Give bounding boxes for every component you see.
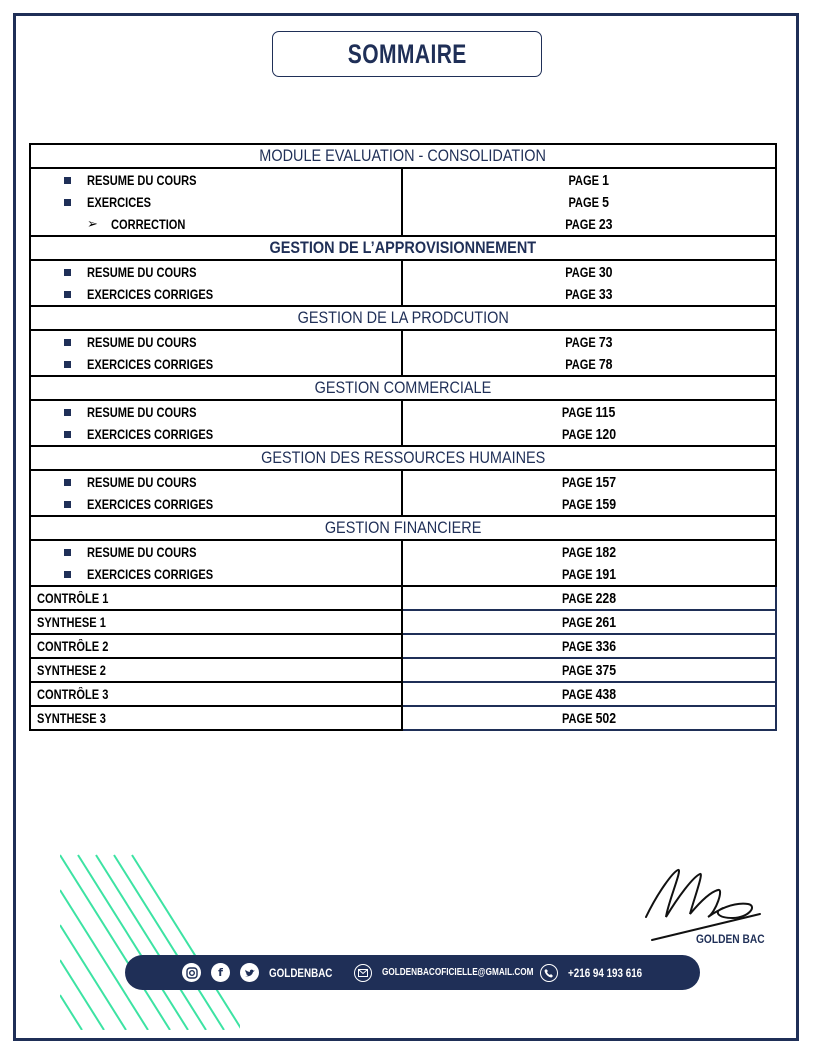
toc-single-row[interactable]	[30, 586, 776, 610]
square-bullet-icon	[64, 361, 71, 368]
page-ref-text	[562, 426, 616, 443]
section-heading: GESTION FINANCIERE	[324, 518, 482, 537]
section-items-cell	[30, 330, 402, 376]
page-ref-text	[569, 194, 609, 211]
toc-page-ref[interactable]	[403, 563, 775, 585]
section-items-cell	[30, 540, 402, 586]
toc-page-ref[interactable]	[403, 541, 775, 563]
section-header-row	[30, 144, 776, 168]
toc-entry[interactable]	[31, 563, 401, 585]
toc-single-row[interactable]	[30, 682, 776, 706]
toc-entry-label: RESUME DU COURS	[87, 172, 197, 188]
toc-entry[interactable]	[31, 169, 401, 191]
toc-page-ref[interactable]	[403, 283, 775, 305]
page-title: SOMMAIRE	[347, 38, 467, 69]
page-ref-text	[562, 710, 616, 727]
toc-entry[interactable]	[31, 493, 401, 515]
section-header-cell	[30, 376, 776, 400]
toc-page-ref[interactable]	[403, 659, 775, 681]
toc-entry-label: RESUME DU COURS	[87, 404, 197, 420]
toc-single-label: SYNTHESE 3	[37, 710, 106, 726]
social-handle[interactable]: GOLDENBAC	[269, 965, 333, 980]
section-body-row	[30, 540, 776, 586]
page-prefix: PAGE	[565, 334, 596, 350]
toc-entry-label: EXERCICES CORRIGES	[87, 566, 214, 582]
toc-entry-label: EXERCICES CORRIGES	[87, 356, 214, 372]
toc-single-label: CONTRÔLE 3	[37, 686, 109, 702]
toc-page-ref[interactable]	[403, 261, 775, 283]
toc-entry[interactable]	[31, 191, 401, 213]
page-prefix: PAGE	[561, 590, 593, 606]
page-ref-text	[565, 334, 612, 351]
toc-single-row[interactable]	[30, 706, 776, 730]
toc-single-label-cell	[30, 658, 402, 682]
page-ref-text	[562, 566, 616, 583]
section-heading: GESTION COMMERCIALE	[314, 378, 492, 397]
toc-entry-label: EXERCICES	[87, 194, 151, 210]
section-header-row	[30, 306, 776, 330]
section-body-row	[30, 470, 776, 516]
page-prefix: PAGE	[561, 710, 593, 726]
toc-page-ref[interactable]	[403, 213, 775, 235]
section-pages-cell	[402, 540, 776, 586]
square-bullet-icon	[64, 291, 71, 298]
section-body-row	[30, 400, 776, 446]
section-pages-cell	[402, 400, 776, 446]
square-bullet-icon	[64, 269, 71, 276]
toc-single-row[interactable]	[30, 610, 776, 634]
page-ref-text	[562, 544, 616, 561]
toc-entry-label: RESUME DU COURS	[87, 474, 197, 490]
page-prefix: PAGE	[561, 474, 593, 490]
stripe	[60, 995, 82, 1030]
section-header-row	[30, 236, 776, 260]
square-bullet-icon	[64, 571, 71, 578]
title-box	[272, 31, 542, 77]
email-link[interactable]: GOLDENBACOFICIELLE@GMAIL.COM	[382, 967, 534, 978]
toc-page-ref[interactable]	[403, 401, 775, 423]
page-number: 23	[598, 215, 613, 233]
toc-entry[interactable]	[31, 401, 401, 423]
page-number: 115	[595, 403, 616, 421]
twitter-icon[interactable]	[240, 963, 259, 982]
page-ref-text	[565, 356, 612, 373]
section-items-cell	[30, 470, 402, 516]
square-bullet-icon	[64, 479, 71, 486]
toc-single-page-cell	[402, 658, 776, 682]
square-bullet-icon	[64, 199, 71, 206]
page-prefix: PAGE	[561, 426, 593, 442]
page-prefix: PAGE	[568, 194, 600, 210]
toc-single-label-cell	[30, 682, 402, 706]
page-prefix: PAGE	[562, 404, 593, 420]
mail-icon	[354, 964, 372, 982]
toc-entry[interactable]	[31, 213, 401, 235]
decorative-stripes	[60, 850, 240, 1030]
toc-page-ref[interactable]	[403, 169, 775, 191]
toc-single-row[interactable]	[30, 634, 776, 658]
toc-single-page-cell	[402, 682, 776, 706]
toc-page-ref[interactable]	[403, 707, 775, 729]
stripe	[78, 855, 188, 1030]
toc-single-label: SYNTHESE 1	[37, 614, 106, 630]
toc-page-ref[interactable]	[403, 471, 775, 493]
page-ref-text	[562, 474, 616, 491]
signature-label: GOLDEN BAC	[696, 932, 765, 946]
page-prefix: PAGE	[561, 662, 593, 678]
page-prefix: PAGE	[565, 216, 596, 232]
page-ref-text	[565, 264, 612, 281]
toc-entry[interactable]	[31, 471, 401, 493]
toc-page-ref[interactable]	[403, 493, 775, 515]
section-header-cell	[30, 446, 776, 470]
toc-page-ref[interactable]	[403, 423, 775, 445]
toc-entry-label: RESUME DU COURS	[87, 264, 197, 280]
toc-entry-label: EXERCICES CORRIGES	[87, 426, 214, 442]
toc-entry[interactable]	[31, 331, 401, 353]
toc-single-row[interactable]	[30, 658, 776, 682]
page-ref-text	[569, 172, 609, 189]
toc-single-label: CONTRÔLE 1	[37, 590, 109, 606]
page-ref-text	[562, 590, 616, 607]
page-ref-text	[562, 496, 616, 513]
toc-entry-label: CORRECTION	[111, 216, 186, 232]
page-prefix: PAGE	[561, 686, 593, 702]
toc-single-label-cell	[30, 610, 402, 634]
toc-entry[interactable]	[31, 283, 401, 305]
toc-page-ref[interactable]	[403, 587, 775, 609]
stripe	[60, 855, 170, 1030]
page-prefix: PAGE	[561, 638, 593, 654]
section-header-row	[30, 376, 776, 400]
toc-single-label-cell	[30, 706, 402, 730]
page-ref-text	[562, 404, 615, 421]
toc-entry[interactable]	[31, 261, 401, 283]
page-number: 78	[598, 355, 613, 373]
toc-entry-label: RESUME DU COURS	[87, 544, 197, 560]
page-number: 375	[595, 661, 617, 679]
section-pages-cell	[402, 330, 776, 376]
instagram-icon[interactable]	[182, 963, 201, 982]
page-number: 5	[602, 193, 610, 211]
toc-entry-label: EXERCICES CORRIGES	[87, 286, 214, 302]
page-prefix: PAGE	[565, 356, 596, 372]
section-heading: MODULE EVALUATION - CONSOLIDATION	[259, 146, 547, 165]
toc-page-ref[interactable]	[403, 635, 775, 657]
page-ref-text	[562, 638, 616, 655]
page-prefix: PAGE	[565, 286, 596, 302]
square-bullet-icon	[64, 501, 71, 508]
page-number: 502	[595, 709, 617, 727]
square-bullet-icon	[64, 177, 71, 184]
table-of-contents	[29, 143, 777, 731]
page-number: 182	[595, 543, 617, 561]
toc-single-page-cell	[402, 634, 776, 658]
page-prefix: PAGE	[565, 264, 596, 280]
page-number: 336	[595, 637, 617, 655]
toc-page-ref[interactable]	[403, 611, 775, 633]
toc-entry[interactable]	[31, 353, 401, 375]
square-bullet-icon	[64, 431, 71, 438]
section-items-cell	[30, 260, 402, 306]
toc-single-page-cell	[402, 706, 776, 730]
page-prefix: PAGE	[561, 614, 593, 630]
page-ref-text	[565, 286, 612, 303]
section-items-cell	[30, 400, 402, 446]
toc-page-ref[interactable]	[403, 331, 775, 353]
page-number: 120	[595, 425, 617, 443]
phone-number[interactable]: +216 94 193 616	[568, 965, 643, 980]
phone-icon	[540, 964, 558, 982]
square-bullet-icon	[64, 549, 71, 556]
page-prefix: PAGE	[568, 172, 600, 188]
page-number: 30	[598, 263, 613, 281]
toc-entry-label: EXERCICES CORRIGES	[87, 496, 214, 512]
facebook-icon[interactable]: f	[211, 963, 230, 982]
toc-entry[interactable]	[31, 423, 401, 445]
toc-entry-label: RESUME DU COURS	[87, 334, 197, 350]
toc-page-ref[interactable]	[403, 353, 775, 375]
page-number: 73	[598, 333, 613, 351]
page-number: 1	[602, 171, 610, 189]
page-number: 438	[595, 685, 617, 703]
section-pages-cell	[402, 470, 776, 516]
section-items-cell	[30, 168, 402, 236]
toc-single-page-cell	[402, 610, 776, 634]
page-number: 261	[595, 613, 617, 631]
toc-entry[interactable]	[31, 541, 401, 563]
toc-single-label-cell	[30, 586, 402, 610]
square-bullet-icon	[64, 409, 71, 416]
toc-single-page-cell	[402, 586, 776, 610]
section-header-cell	[30, 306, 776, 330]
section-heading: GESTION DE L’APPROVISIONNEMENT	[269, 238, 537, 257]
section-header-cell	[30, 516, 776, 540]
page-ref-text	[562, 686, 616, 703]
section-body-row	[30, 260, 776, 306]
footer-contact-bar	[125, 955, 700, 990]
toc-single-label-cell	[30, 634, 402, 658]
section-header-cell	[30, 236, 776, 260]
page-ref-text	[562, 614, 616, 631]
page-number: 228	[595, 589, 617, 607]
page-number: 33	[598, 285, 613, 303]
toc-page-ref[interactable]	[403, 683, 775, 705]
toc-page-ref[interactable]	[403, 191, 775, 213]
toc-single-label: CONTRÔLE 2	[37, 638, 109, 654]
square-bullet-icon	[64, 339, 71, 346]
section-pages-cell	[402, 168, 776, 236]
stripe	[96, 855, 206, 1030]
arrow-bullet-icon: ➢	[87, 216, 98, 231]
section-header-row	[30, 446, 776, 470]
page-prefix: PAGE	[561, 496, 593, 512]
stripe	[60, 960, 104, 1030]
page-ref-text	[562, 662, 616, 679]
toc-single-label: SYNTHESE 2	[37, 662, 106, 678]
page-number: 157	[595, 473, 617, 491]
page-number: 191	[595, 565, 617, 583]
section-pages-cell	[402, 260, 776, 306]
section-header-row	[30, 516, 776, 540]
section-header-cell	[30, 144, 776, 168]
section-heading: GESTION DES RESSOURCES HUMAINES	[260, 448, 546, 467]
stripe	[132, 855, 240, 1030]
section-heading: GESTION DE LA PRODCUTION	[297, 308, 509, 327]
page-ref-text	[565, 216, 612, 233]
section-body-row	[30, 330, 776, 376]
page-number: 159	[595, 495, 617, 513]
page-prefix: PAGE	[561, 544, 593, 560]
page-prefix: PAGE	[561, 566, 593, 582]
section-body-row	[30, 168, 776, 236]
